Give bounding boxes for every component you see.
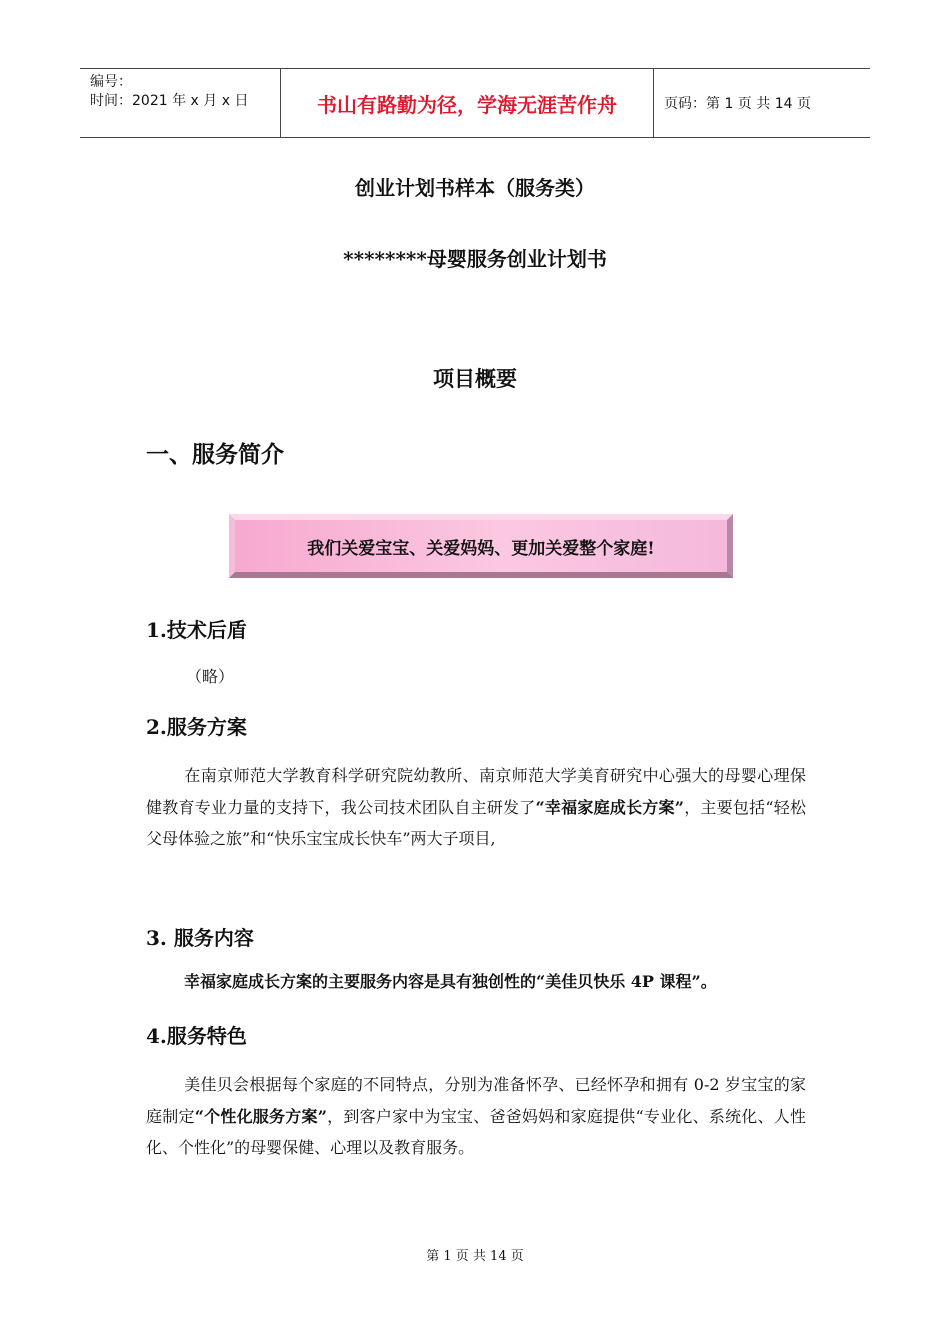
features-text-bold: “个性化服务方案” bbox=[194, 1106, 327, 1126]
page-header bbox=[80, 68, 870, 138]
document-title: 创业计划书样本（服务类） bbox=[355, 176, 595, 200]
plan-title: ********母婴服务创业计划书 bbox=[343, 247, 607, 271]
features-text-b: ，到客户家中为宝宝、爸爸妈妈和家庭提供“专业化、系统化、人性化、个性化”的母婴保健、心理以及教育服务。 bbox=[146, 1106, 806, 1157]
plan-text-a: 在南京师范大学教育科学研究院幼教所、南京师范大学美育研究中心强大的母婴心理保健教育专业力量的支持下，我公司技术团队自主研发了 bbox=[146, 766, 806, 817]
section-features-paragraph bbox=[146, 1069, 806, 1164]
part1-heading: 一、服务简介 bbox=[146, 441, 284, 468]
time-label: 时间：2021 年 x 月 x 日 bbox=[90, 93, 249, 109]
section-tech-note: （略） bbox=[186, 667, 235, 686]
section-content-text: 幸福家庭成长方案的主要服务内容是具有独创性的“美佳贝快乐 4P 课程”。 bbox=[184, 972, 717, 991]
header-page-info: 页码：第 1 页 共 14 页 bbox=[664, 96, 811, 112]
section-features-heading: 4.服务特色 bbox=[146, 1024, 247, 1048]
section-content-heading: 3. 服务内容 bbox=[146, 926, 254, 950]
header-motto: 书山有路勤为径，学海无涯苦作舟 bbox=[281, 69, 654, 137]
plan-text-b: ，主要包括“轻松父母体验之旅”和“快乐宝宝成长快车”两大子项目, bbox=[146, 797, 806, 848]
summary-heading: 项目概要 bbox=[433, 366, 517, 391]
slogan-text: 我们关爱宝宝、关爱妈妈、更加关爱整个家庭! bbox=[307, 538, 655, 559]
header-meta bbox=[80, 69, 281, 137]
code-label: 编号： bbox=[90, 74, 132, 90]
section-plan-heading: 2.服务方案 bbox=[146, 715, 247, 739]
section-tech-heading: 1.技术后盾 bbox=[146, 618, 247, 642]
slogan-banner bbox=[229, 514, 733, 578]
section-plan-paragraph bbox=[146, 760, 806, 855]
plan-text-bold: “幸福家庭成长方案” bbox=[535, 797, 684, 817]
page-footer: 第 1 页 共 14 页 bbox=[426, 1249, 524, 1264]
features-text-a: 美佳贝会根据每个家庭的不同特点，分别为准备怀孕、已经怀孕和拥有 0-2 岁宝宝的家庭制定 bbox=[146, 1075, 806, 1126]
